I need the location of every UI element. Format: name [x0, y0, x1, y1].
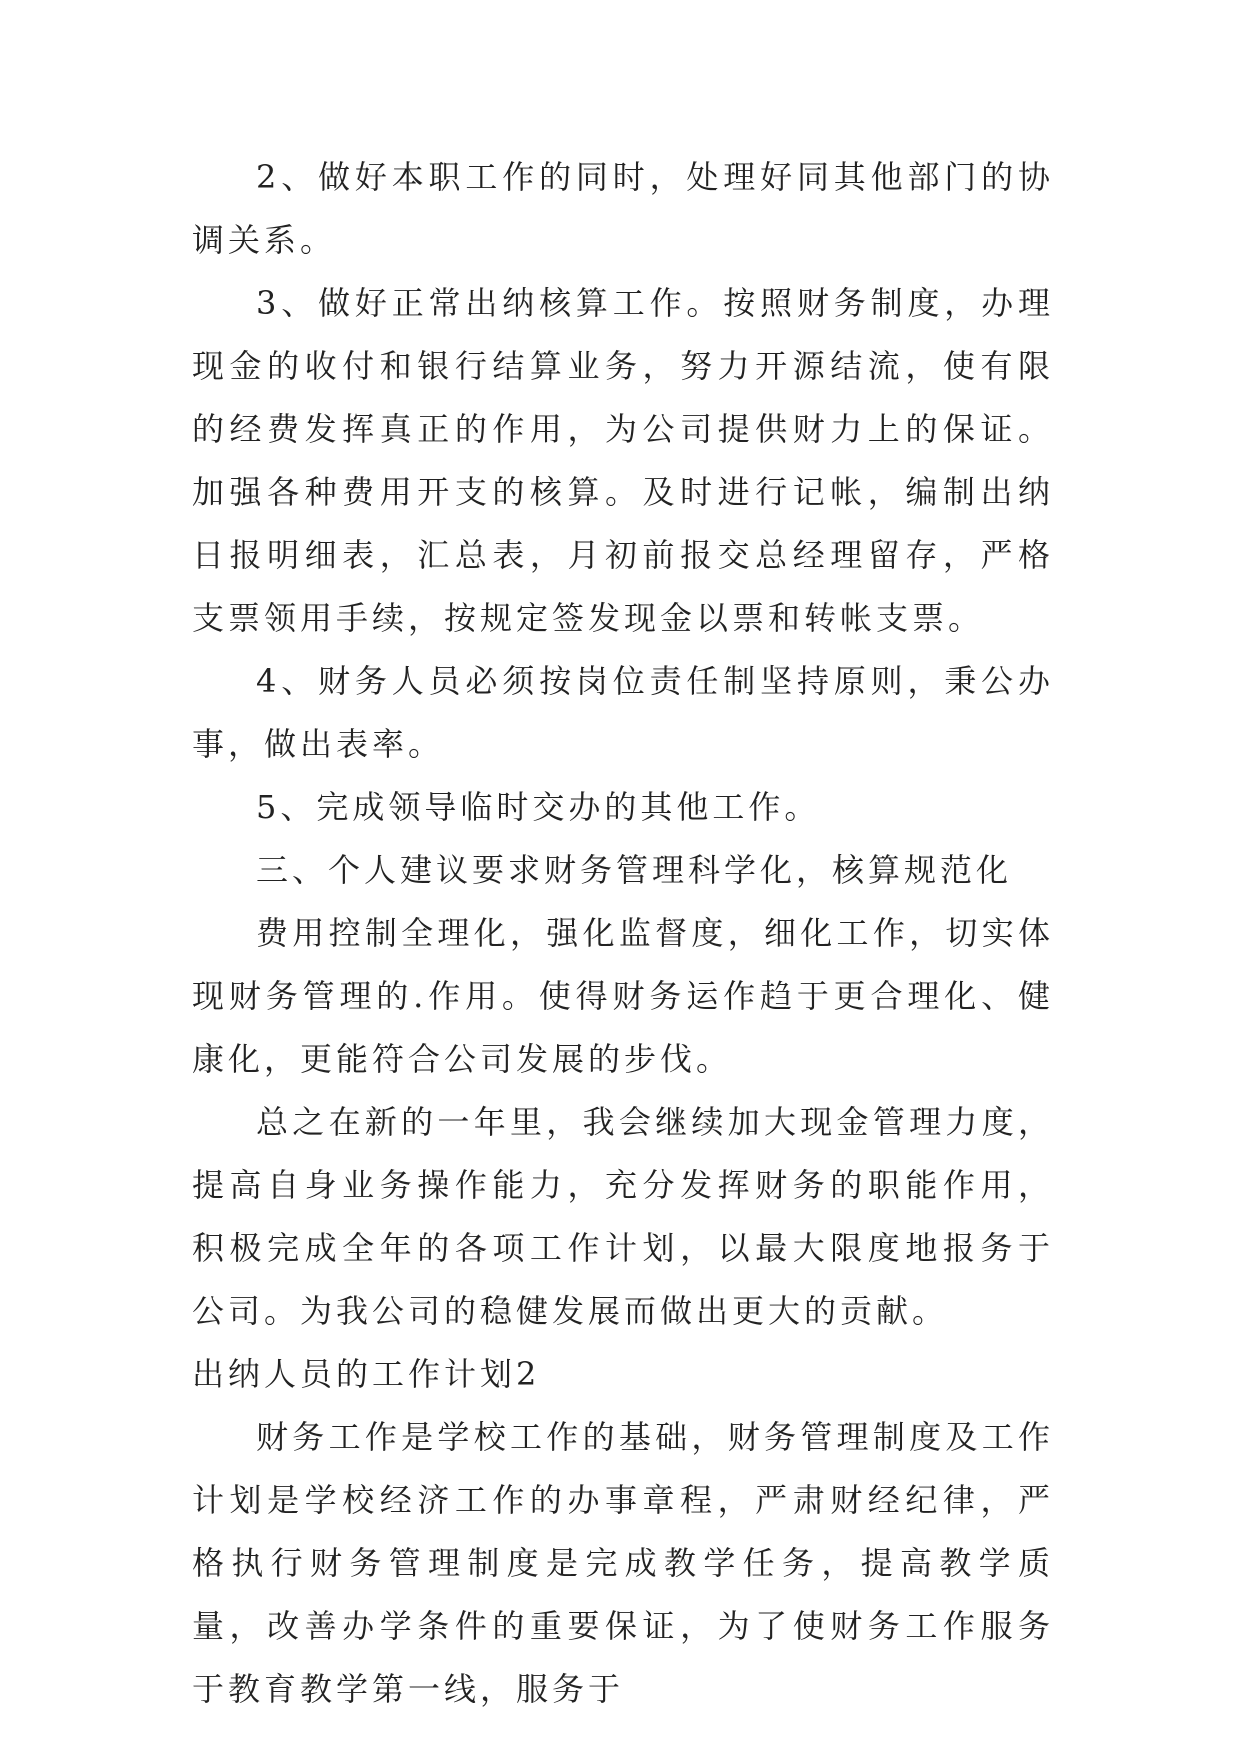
paragraph-item-2: 2、做好本职工作的同时，处理好同其他部门的协调关系。 — [192, 158, 1054, 259]
paragraph-item-5: 5、完成领导临时交办的其他工作。 — [256, 788, 821, 826]
section-three-heading: 三、个人建议要求财务管理科学化，核算规范化 — [256, 851, 1013, 889]
paragraph-summary: 总之在新的一年里，我会继续加大现金管理力度，提高自身业务操作能力，充分发挥财务的职能作用，积极完成全年的各项工作计划，以最大限度地报务于公司。为我公司的稳健发展而做出更大的贡献。 — [192, 1103, 1054, 1330]
paragraph-item-3: 3、做好正常出纳核算工作。按照财务制度，办理现金的收付和银行结算业务，努力开源结流，使有限的经费发挥真正的作用，为公司提供财力上的保证。加强各种费用开支的核算。及时进行记帐，编制出纳日报明细表，汇总表，月初前报交总经理留存，严格支票领用手续，按规定签发现金以票和转帐支票。 — [192, 284, 1054, 637]
paragraph-item-4: 4、财务人员必须按岗位责任制坚持原则，秉公办事，做出表率。 — [192, 662, 1054, 763]
paragraph-school-finance: 财务工作是学校工作的基础，财务管理制度及工作计划是学校经济工作的办事章程，严肃财经纪律，严格执行财务管理制度是完成教学任务，提高教学质量，改善办学条件的重要保证，为了使财务工作服务于教育教学第一线，服务于 — [192, 1418, 1054, 1708]
section-heading: 出纳人员的工作计划2 — [192, 1355, 541, 1393]
paragraph-cost-control: 费用控制全理化，强化监督度，细化工作，切实体现财务管理的.作用。使得财务运作趋于更合理化、健康化，更能符合公司发展的步伐。 — [192, 914, 1054, 1078]
document-page — [192, 146, 1054, 1721]
